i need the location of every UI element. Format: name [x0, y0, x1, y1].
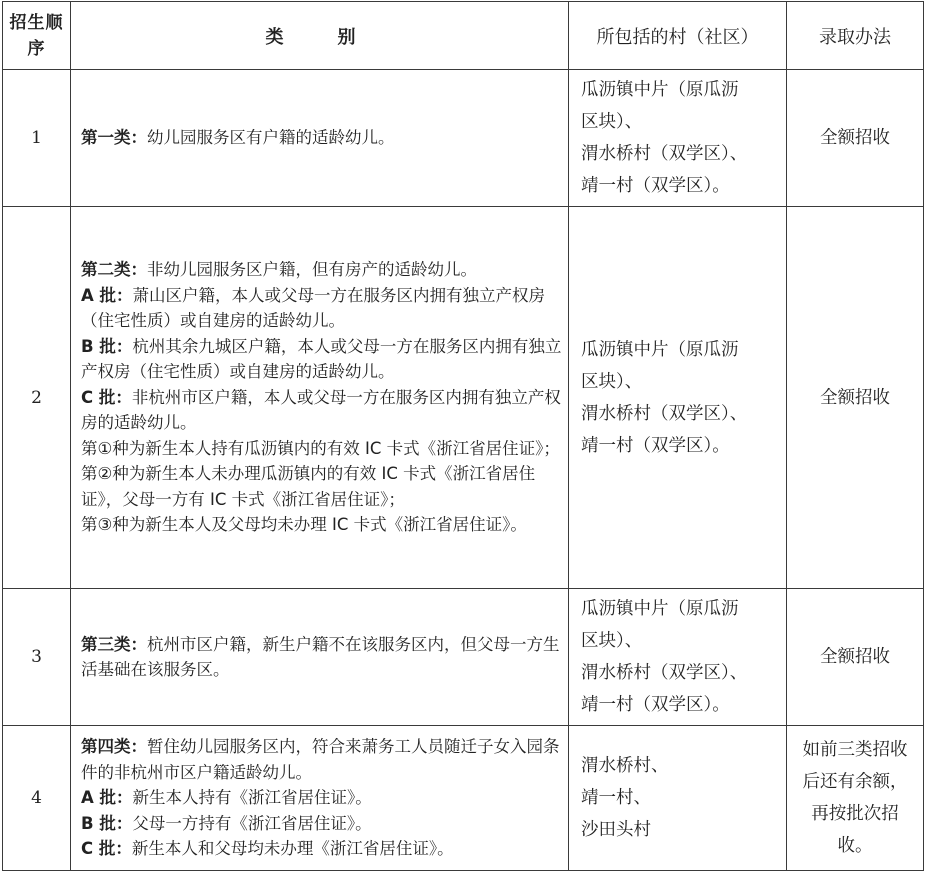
method-cell: 全额招收 — [787, 207, 924, 589]
table-row — [3, 70, 924, 207]
category-text: 幼儿园服务区有户籍的适龄幼儿。 — [147, 128, 395, 148]
sub-type-text: 第①种为新生本人持有瓜沥镇内的有效 IC 卡式《浙江省居住证》； — [81, 438, 560, 458]
villages-cell — [569, 589, 787, 726]
category-label: 第二类： — [81, 260, 147, 280]
batch-label: C 批： — [81, 387, 132, 407]
category-text: 暂住幼儿园服务区内，符合来萧务工人员随迁子女入园条件的非杭州市区户籍适龄幼儿。 — [81, 737, 560, 782]
table-header-row — [3, 2, 924, 70]
batch-label: C 批： — [81, 839, 132, 859]
header-villages: 所包括的村（社区） — [569, 2, 787, 70]
category-label: 第三类： — [81, 634, 147, 654]
village-line: 渭水桥村（双学区）、 — [581, 403, 748, 424]
category-cell — [71, 589, 569, 726]
village-line: 区块）、 — [581, 371, 643, 392]
village-line: 瓜沥镇中片（原瓜沥 — [581, 599, 739, 619]
villages-cell — [569, 726, 787, 871]
category-cell — [71, 726, 569, 871]
batch-text: 杭州其余九城区户籍，本人或父母一方在服务区内拥有独立产权房（住宅性质）或自建房的适龄幼儿。 — [81, 336, 562, 382]
method-cell: 全额招收 — [787, 589, 924, 726]
row-number: 1 — [3, 70, 71, 207]
header-method: 录取办法 — [787, 2, 924, 70]
category-cell — [71, 207, 569, 589]
category-line — [81, 334, 562, 385]
batch-label: B 批： — [81, 813, 133, 833]
row-number: 4 — [3, 726, 71, 871]
admission-table — [2, 1, 924, 871]
batch-text: 非杭州市区户籍，本人或父母一方在服务区内拥有独立产权房的适龄幼儿。 — [81, 387, 561, 433]
village-line: 瓜沥镇中片（原瓜沥 — [581, 339, 739, 360]
village-line: 渭水桥村（双学区）、 — [581, 663, 748, 683]
category-line — [81, 257, 562, 283]
village-line: 渭水桥村、 — [581, 756, 669, 776]
villages-cell — [569, 207, 787, 589]
batch-text: 父母一方持有《浙江省居住证》。 — [132, 813, 372, 833]
village-line: 渭水桥村（双学区）、 — [581, 144, 748, 164]
village-line: 靖一村（双学区）。 — [581, 695, 730, 715]
table-row — [3, 207, 924, 589]
village-line: 靖一村、 — [581, 788, 651, 808]
villages-cell — [569, 70, 787, 207]
sub-type-text: 第③种为新生本人及父母均未办理 IC 卡式《浙江省居住证》。 — [81, 515, 527, 535]
category-line — [81, 512, 562, 538]
category-line — [81, 385, 562, 436]
batch-label: B 批： — [81, 336, 133, 356]
table-row — [3, 726, 924, 871]
header-category: 类 别 — [71, 2, 569, 70]
method-cell: 如前三类招收后还有余额，再按批次招收。 — [787, 726, 924, 871]
row-number: 3 — [3, 589, 71, 726]
category-line — [81, 125, 562, 151]
category-line — [81, 811, 562, 837]
category-line — [81, 283, 562, 334]
village-line: 区块）、 — [581, 631, 643, 651]
category-line — [81, 785, 562, 811]
category-line — [81, 632, 562, 683]
method-cell: 全额招收 — [787, 70, 924, 207]
category-cell — [71, 70, 569, 207]
category-label: 第四类： — [81, 737, 147, 757]
village-line: 区块）、 — [581, 112, 643, 132]
sub-type-text: 第②种为新生本人未办理瓜沥镇内的有效 IC 卡式《浙江省居住证》，父母一方有 IC 卡式《浙江省居住证》； — [81, 464, 536, 509]
category-text: 杭州市区户籍，新生户籍不在该服务区内，但父母一方生活基础在该服务区。 — [81, 634, 560, 679]
header-order: 招生顺序 — [3, 2, 71, 70]
batch-text: 新生本人持有《浙江省居住证》。 — [132, 788, 372, 808]
batch-label: A 批： — [81, 285, 133, 305]
batch-text: 萧山区户籍，本人或父母一方在服务区内拥有独立产权房（住宅性质）或自建房的适龄幼儿。 — [81, 285, 546, 331]
category-line — [81, 734, 562, 785]
row-number: 2 — [3, 207, 71, 589]
batch-text: 新生本人和父母均未办理《浙江省居住证》。 — [131, 839, 454, 859]
category-text: 非幼儿园服务区户籍，但有房产的适龄幼儿。 — [147, 260, 477, 280]
batch-label: A 批： — [81, 788, 133, 808]
village-line: 沙田头村 — [581, 820, 651, 840]
village-line: 瓜沥镇中片（原瓜沥 — [581, 80, 739, 100]
village-line: 靖一村（双学区）。 — [581, 435, 730, 456]
category-line — [81, 461, 562, 512]
village-line: 靖一村（双学区）。 — [581, 176, 730, 196]
table-row — [3, 589, 924, 726]
category-line — [81, 436, 562, 462]
category-label: 第一类： — [81, 128, 147, 148]
category-line — [81, 836, 562, 862]
